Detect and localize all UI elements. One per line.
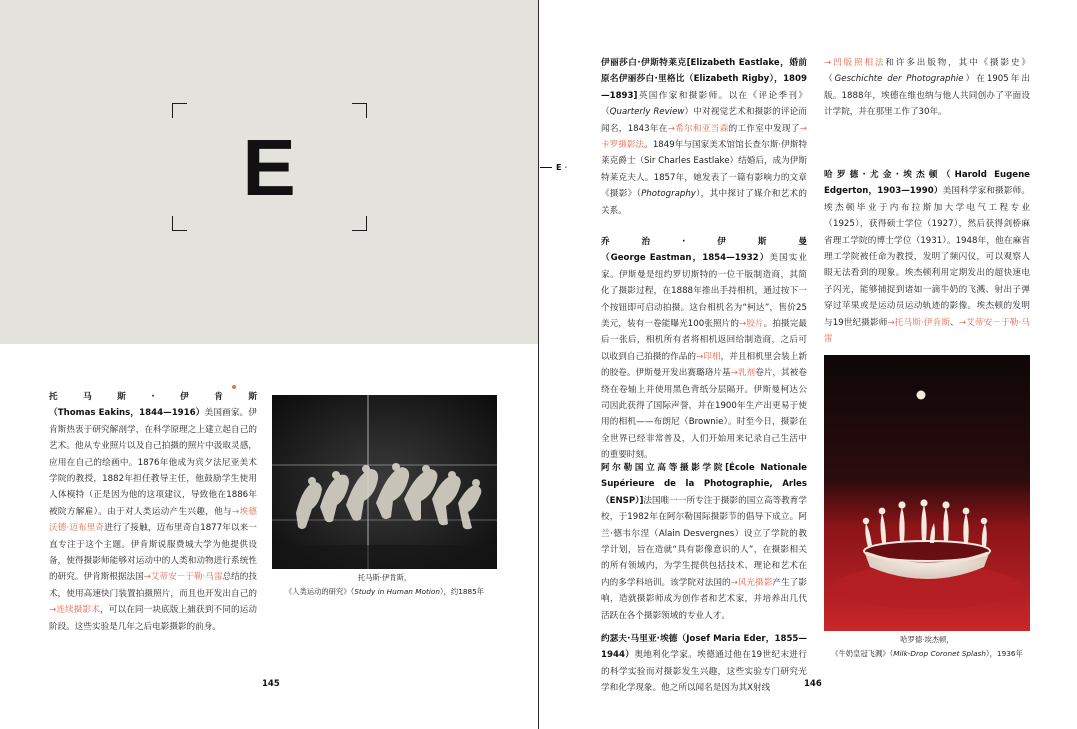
motion-study-image — [272, 395, 497, 569]
caption-edgerton: 哈罗德·埃杰顿， 《牛奶皇冠飞溅》（Milk-Drop Coronet Splash），1936年 — [831, 635, 1023, 658]
milk-drop-photo — [824, 355, 1030, 631]
cross-reference-link[interactable]: →希尔和亚当森 — [667, 123, 729, 134]
cross-reference-link[interactable]: →凹版照相法 — [824, 58, 886, 68]
entry-name: 托马斯·伊肯斯 — [49, 392, 257, 402]
cross-reference-link[interactable]: →卡罗摄影法 — [601, 123, 807, 151]
section-tab-marker: E · — [540, 163, 567, 172]
cross-reference-link[interactable]: →艾蒂安－于勒·马雷 — [824, 317, 1031, 345]
cross-reference-link[interactable]: →连续摄影术 — [49, 605, 100, 616]
frame-corner-bottom-left — [172, 216, 187, 231]
entry-edgerton: 哈罗德·尤金·埃杰顿（Harold Eugene Edgerton，1903—1990）美国科学家和摄影师。埃杰顿毕业于内布拉斯加大学电气工程专业（1925），获得硕士学位（1927），然后获得剑桥麻省理工学院的博士学位（1931）。1948年，他在麻省理工学院被任命为教授，发明了频闪仪，可以观察人眼无法看到的现象。埃杰顿利用定期发出的超快速电子闪光，能够捕捉到诸如一滴牛奶的飞溅、射出子弹穿过苹果或是运动员运动轨迹的影像。埃杰顿的发明与19世纪摄影师→托马斯·伊肯斯、→艾蒂安－于勒·马雷 — [824, 170, 1031, 345]
cross-reference-link[interactable]: →托马斯·伊肯斯 — [887, 317, 951, 328]
cross-reference-link[interactable]: →艾蒂安－于勒·马雷 — [143, 572, 223, 583]
cross-reference-link[interactable]: →乳剂 — [730, 368, 756, 379]
entry-dates: （Thomas Eakins，1844—1916） — [49, 408, 205, 419]
entry-eastlake: 伊丽莎白·伊斯特莱克[Elizabeth Eastlake，婚前原名伊丽莎白·里格比（Elizabeth Rigby），1809—1893]英国作家和摄影师。以在《评论季刊》（Quarterly Review）中对视觉艺术和摄影的评论而闻名，1843年在→希尔和亚当森的工作室中发现了→卡罗摄影法。1849年与国家美术馆馆长查尔斯·伊斯特莱克爵士（Sir Charles Eastlake）结婚后，成为伊斯特莱克夫人。1857年，她发表了一篇有影响力的文章《摄影》（Photography），其中探讨了媒介和艺术的关系。 — [601, 58, 808, 216]
motion-study-photo — [272, 395, 497, 569]
cross-reference-link[interactable]: →埃德沃德·迈布里奇 — [49, 506, 258, 534]
milk-drop-image — [824, 355, 1030, 631]
frame-corner-bottom-right — [352, 216, 367, 231]
entry-eakins: 托马斯·伊肯斯（Thomas Eakins，1844—1916）美国画家。伊肯斯热衷于研究解剖学，在科学原理之上建立起自己的艺术。他从专业照片以及自己拍摄的照片中汲取灵感，应用在自己的绘画中。1876年他成为宾夕法尼亚美术学院的教授，1882年担任教导主任，他鼓励学生使用人体模特（正是因为他的这项建议，导致他在1886年被院方解雇）。由于对人类运动产生兴趣，他与→埃德沃德·迈布里奇进行了接触，迈布里奇自1877年以来一直专注于这个主题。伊肯斯说服费城大学为他提供设备，使得摄影师能够对运动中的人类和动物进行系统性的研究。伊肯斯根据法国→艾蒂安－于勒·马雷总结的技术，使用高速快门装置拍摄照片，而且也开发出自己的→连续摄影术，可以在同一块底版上捕获到不同的运动阶段。这些实验是几年之后电影摄影的前身。 — [49, 392, 258, 632]
caption-eakins: 托马斯·伊肯斯， 《人类运动的研究》（Study in Human Motion），约1885年 — [284, 573, 485, 596]
cross-reference-link[interactable]: →胶片 — [739, 319, 764, 330]
page-number-left: 145 — [262, 679, 280, 689]
entry-eder-continued: →凹版照相法和许多出版物，其中《摄影史》（Geschichte der Photographie）在1905年出版。1888年，埃德在维也纳与他人共同创办了平面设计学院，并在那里工作了30年。 — [824, 58, 1030, 118]
frame-corner-top-left — [172, 103, 187, 118]
marker-line — [540, 167, 552, 168]
cross-reference-link[interactable]: →风光摄影 — [730, 577, 773, 588]
cross-reference-link[interactable]: →印相 — [696, 351, 721, 362]
entry-eastman: 乔治·伊斯曼（George Eastman，1854—1932）美国实业家。伊斯曼是纽约罗切斯特的一位干版制造商，其简化了摄影过程，在1888年推出手持相机，通过按下一个按钮即可启动拍摄。这台相机名为“柯达”，售价25美元，装有一卷能曝光100张照片的→胶片。拍摄完最后一张后，相机所有者将相机返回给制造商，之后可以收到自己拍摄的作品的→印相，并且相机里会装上新的胶卷。伊斯曼开发出赛璐珞片基→乳剂卷片，其被卷绕在卷轴上并使用黑色背纸分层隔开。伊斯曼柯达公司因此获得了国际声誉，并在1900年生产出更易于使用的相机——布朗尼（Brownie）。时至今日，摄影在全世界已经非常普及，人们开始用来记录自己生活中的重要时刻。 — [601, 237, 807, 461]
marker-dot: · — [561, 163, 568, 172]
entry-ensp: 阿尔勒国立高等摄影学院[École Nationale Supérieure de la Photographie, Arles（ENSP）]法国唯一一所专注于摄影的国立高等教育学校，于1982年在阿尔勒国际摄影节的倡导下成立。阿兰·德韦尔涅（Alain Desvergnes）设立了学院的教学计划，旨在造就“具有影像意识的人”，在摄影相关的所有领域内，为学生提供包括技术、理论和艺术在内的多学科培训。该学院对法国的→风光摄影产生了影响，造就摄影师成为创作者和艺术家，并培养出几代活跃在各个摄影领域的专业人才。 — [601, 463, 807, 621]
entry-eder-start: 约瑟夫·马里亚·埃德（Josef Maria Eder，1855—1944）奥地利化学家。埃德通过他在19世纪末进行的科学实验而对摄影发生兴趣，这些实验专门研究光学和化学现象。他之所以闻名是因为其X射线 — [601, 634, 808, 694]
frame-corner-top-right — [352, 103, 367, 118]
page-number-right: 146 — [804, 679, 822, 689]
section-letter: E — [242, 123, 296, 212]
